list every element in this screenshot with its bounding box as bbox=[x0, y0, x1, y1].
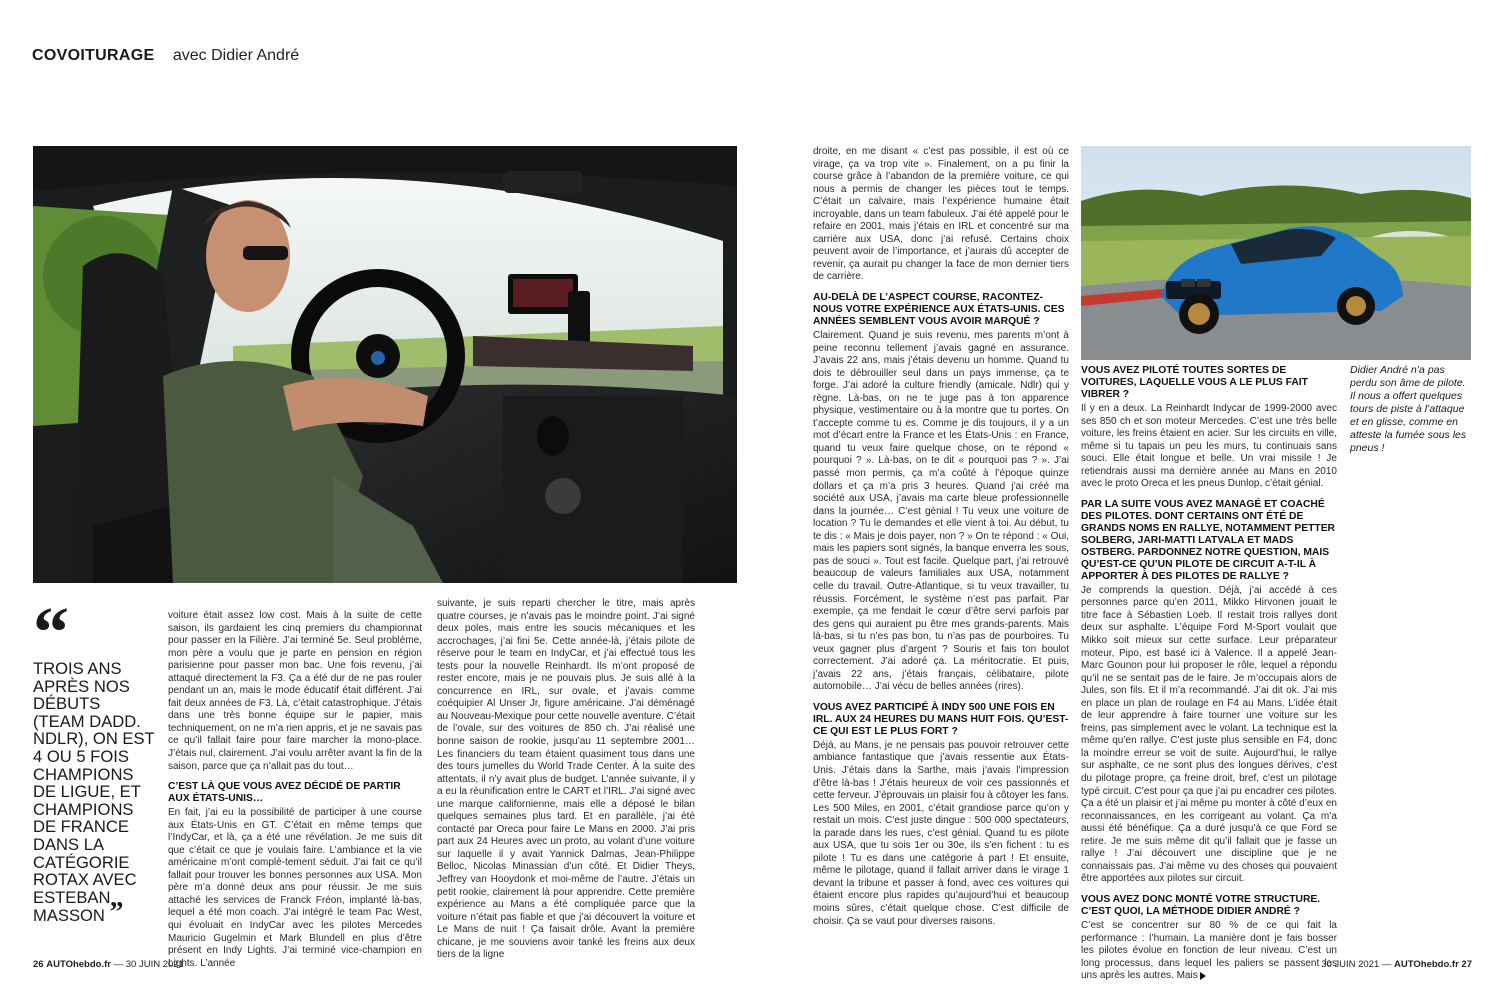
pull-quote bbox=[33, 592, 155, 929]
quote-open-mark: “ bbox=[33, 592, 69, 672]
paragraph: suivante, je suis reparti chercher le titre, mais après quatre courses, je n’avais pas le moindre point. J’ai signé deux poles, mais entre les soucis mécaniques et les accrochages, j’ai fini 5e. Cette année-là, j’étais pilote de réserve pour le team en IndyCar, et j’ai effectué tous les tests pour la nouvelle Reinhardt. Ils m’ont proposé de rester encore, mais je ne pouvais plus. Je suis allé à la concurrence en IRL, sur ovale, et j’avais comme coéquipier Al Unser Jr, figure américaine. J’ai déménagé au Nouveau-Mexique pour cette nouvelle aventure. C’était de l’ovale, sur des voitures de 850 ch. J’ai réalisé une bonne saison de rookie, jusqu’au 11 septembre 2001… Les financiers du team étaient quasiment tous dans une des tours jumelles du World Trade Center. À la suite des attentats, il n’y avait plus de budget. L’année suivante, il y a eu la réunification entre le CART et l’IRL. J’ai signé avec une marque californienne, mais elle a déposé le bilan quelques semaines plus tard. Et en parallèle, j’ai été contacté par Oreca pour faire Le Mans en 2000. J’ai pris part aux 24 Heures avec un proto, au volant d’une voiture sur laquelle il y avait Yannick Dalmas, Jean-Philippe Belloc, Nicolas Minassian d’un côté. Et Didier Theys, Jeffrey van Hooydonk et moi-même de l’autre. J’étais un petit rookie, clairement là pour apprendre. Cette première expérience au Mans a été compliquée parce que la voiture n’était pas fiable et que j’ai découvert la voiture et Le Mans de nuit ! Ça faisait drôle. Avant la première chicane, je me souviens avoir tanké les freins aux deux tiers de la ligne bbox=[437, 598, 695, 961]
paragraph: droite, en me disant « c’est pas possible, il est où ce virage, ça va trop vite ». Finalement, on a pu finir la course grâce à l’abandon de la première voiture, ce qui nous a permis de changer les pièces tout le temps. C’était un calvaire, mais l’expérience humaine était incroyable, dans un team fabuleux. J’ai été appelé pour le refaire en 2001, mais j’étais en IRL et concentré sur ma carrière aux USA, donc j’ai refusé. Certains choix peuvent avoir de l’importance, et j’aurais dû accepter de revenir, ça aurait pu changer la face de mon dernier tiers de carrière. bbox=[813, 146, 1069, 283]
paragraph: Je comprends la question. Déjà, j’ai accédé à ces personnes parce qu’en 2011, Mikko Hirvonen jouait le titre face à Sébastien Loeb. Il restait trois rallyes dont deux sur asphalte. L’équipe Ford M-Sport voulait que Mikko soit mieux sur cette surface. Leur préparateur moteur, Pipo, est basé ici à Valence. Il a appelé Jean-Marc Gounon pour lui proposer le rôle, lequel a répondu qu’il ne se sentait pas de le faire. Je m’occupais alors de Jules, son fils. Et il m’a recommandé. J’ai dit ok. J’ai mis en place un plan de roulage en F4 au Mans. L’idée était de leur apprendre à faire tourner une voiture sur les freins, pas simplement avec le volant. La technique est la même qu’en rallye. C’est juste plus sensible en F4, donc la moindre erreur se voit de suite. Aujourd’hui, le rallye sur asphalte, ce ne sont plus des longues dérives, c’est du pilotage propre, ça freine droit, bref, c’est un pilotage typé circuit. C’est pour ça que j’ai pu encadrer ces pilotes. Ça a été un plaisir et j’ai même pu monter à côté d’eux en reconnaissances, en les corrigeant au volant. Ça m’a aussi été bénéfique. Ça a duré jusqu’à ce que Ford se retire. Je me suis même dit qu’il fallait que je fasse un rallye ! J’ai découvert une discipline que je ne connaissais pas. J’ai même vu des choses qui pouvaient être apportées aux pilotes sur circuit. bbox=[1081, 584, 1337, 885]
paragraph: C’est se concentrer sur 80 % de ce qui fait la performance : l’humain. La manière dont je fais bosser les pilotes évolue en fonction de leur niveau. C’est un long processus, dans lequel les paliers se passent les uns après les autres. Mais bbox=[1081, 919, 1337, 982]
continue-arrow-icon bbox=[1200, 972, 1206, 980]
question-heading: C’EST LÀ QUE VOUS AVEZ DÉCIDÉ DE PARTIR AUX ÉTATS-UNIS… bbox=[168, 781, 401, 805]
paragraph: En fait, j’ai eu la possibilité de participer à une course aux États-Unis en GT. C’était en même temps que l’IndyCar, et là, ça a été une révélation. Je me suis dit que c’était ce que je voulais faire. L’ambiance et la vie américaine m’ont complè-tement séduit. J’ai fait ce qu’il fallait pour trouver les bonnes personnes aux USA. Mon père m’a donné deux ans pour réussir. Je me suis attaché les services de Franck Fréon, implanté là-bas, lequel a été mon coach. J’ai intégré le team Pac West, qui évoluait en IndyCar avec les pilotes Mercedes Mauricio Gugelmin et Mark Blundell en plus d’être présent en Indy Lights. J’ai terminé vice-champion en Lights. L’année bbox=[168, 807, 422, 969]
paragraph: Déjà, au Mans, je ne pensais pas pouvoir retrouver cette ambiance fantastique que j’avais ressentie aux États-Unis. J’étais dans la Sarthe, mais j’avais l’impression d’être là-bas ! J’étais heureux de voir ces passionnés et cette ferveur. J’éprouvais un plaisir fou à côtoyer les fans. Les 500 Miles, en 2001, c’était grandiose parce qu’on y restait un mois. C’est juste dingue : 500 000 spectateurs, la parade dans les rues, c’est génial. Quand tu es pilote aux USA, que tu sois 1er ou 30e, ils s’en fichent : tu es pilote ! Tu es dans une catégorie à part ! Et ensuite, même le pilotage, quand il fallait arriver dans le virage 1 devant la tribune et passer à fond, avec ces voitures qui étaient encore plus rapides qu’aujourd’hui et beaucoup moins sûres, c’était quelque chose. C’est difficile de choisir. Ça se vaut pour diverses raisons. bbox=[813, 739, 1069, 927]
pull-quote-text: TROIS ANS APRÈS NOS DÉBUTS (TEAM DADD. NDLR), ON EST 4 OU 5 FOIS CHAMPIONS DE LIGUE, ET CHAMPIONS DE FRANCE DANS LA CATÉGORIE ROTAX AVEC ESTEBAN MASSON bbox=[33, 659, 155, 926]
paragraph: voiture était assez low cost. Mais à la suite de cette saison, ils gardaient les cinq premiers du championnat pour passer en la Filière. J’ai terminé 5e. Seul problème, mon père a voulu que je parte en pension en région parisienne pour passer mon bac. Une fois revenu, j’ai attaqué directement la F3. Ça a été dur de ne pas rouler pendant un an, mais le mode éducatif était différent. J’ai fait deux années de F3. Là, c’était catastrophique. J’étais dans une très bonne équipe sur le papier, mais techniquement, on ne m’a rien appris, et je ne savais pas ce qu’il fallait faire pour faire marcher la mono-place. J’étais nul, clairement. J’ai voulu arrêter avant la fin de la saison, parce que ça n’allait pas du tout… bbox=[168, 610, 422, 772]
question-heading: PAR LA SUITE VOUS AVEZ MANAGÉ ET COACHÉ DES PILOTES. DONT CERTAINS ONT ÉTÉ DE GRANDS NOMS EN RALLYE, NOTAMMENT PETTER SOLBERG, JARI-MATTI LATVALA ET MADS OSTBERG. PARDONNEZ NOTRE QUESTION, MAIS QU’EST-CE QU’UN PILOTE DE CIRCUIT A-T-IL À APPORTER À DES PILOTES DE RALLYE ? bbox=[1081, 498, 1335, 582]
footer-separator: — bbox=[113, 959, 124, 970]
page-number: 27 bbox=[1461, 959, 1472, 970]
page-header bbox=[32, 47, 299, 65]
article-column-1 bbox=[168, 610, 422, 970]
rubric-title: COVOITURAGE bbox=[32, 47, 155, 64]
photo-caption: Didier André n’a pas perdu son âme de pilote. Il nous a offert quelques tours de piste à l’attaque et en glisse, comme en atteste la fumée sous les pneus ! bbox=[1350, 364, 1467, 454]
driver-cockpit-photo bbox=[33, 146, 737, 583]
footer-right bbox=[1321, 959, 1472, 970]
footer-separator: — bbox=[1381, 959, 1392, 970]
question-heading: VOUS AVEZ PARTICIPÉ À INDY 500 UNE FOIS EN IRL. AUX 24 HEURES DU MANS HUIT FOIS. QU’EST-CE QUI EST LE PLUS FORT ? bbox=[813, 701, 1069, 737]
quote-close-mark: ” bbox=[109, 897, 124, 929]
question-heading: AU-DELÀ DE L’ASPECT COURSE, RACONTEZ-NOUS VOTRE EXPÉRIENCE AUX ÉTATS-UNIS. CES ANNÉES SEMBLENT VOUS AVOIR MARQUÉ ? bbox=[813, 292, 1065, 328]
rubric-author: avec Didier André bbox=[172, 47, 300, 64]
question-heading: VOUS AVEZ DONC MONTÉ VOTRE STRUCTURE. C’EST QUOI, LA MÉTHODE DIDIER ANDRÉ ? bbox=[1081, 893, 1321, 917]
site-name: AUTOhebdo.fr bbox=[46, 959, 111, 970]
page-number: 26 bbox=[33, 959, 44, 970]
footer-left bbox=[33, 959, 184, 970]
paragraph: Il y en a deux. La Reinhardt Indycar de 1999-2000 avec ses 850 ch et son moteur Mercedes. C’est une très belle voiture, les freins étaient en acier. Sur les circuits en ville, même si tu tapais un peu les murs, tu continuais sans souci. Elle était longue et belle. Un vrai missile ! Je retiendrais aussi ma dernière année au Mans en 2010 avec le proto Oreca et les pneus Dunlop, c’était génial. bbox=[1081, 403, 1337, 490]
issue-date: 30 JUIN 2021 bbox=[125, 959, 184, 970]
article-column-4 bbox=[1081, 365, 1337, 983]
question-heading: VOUS AVEZ PILOTÉ TOUTES SORTES DE VOITURES, LAQUELLE VOUS A LE PLUS FAIT VIBRER ? bbox=[1081, 365, 1308, 400]
article-column-3 bbox=[813, 146, 1069, 928]
car-drift-photo bbox=[1081, 146, 1471, 360]
paragraph: Clairement. Quand je suis revenu, mes parents m’ont à peine reconnu tellement j’avais gagné en assurance. J’avais 22 ans, mais j’étais devenu un homme. Quand tu dois te débrouiller seul dans un pays immense, ça te forge. J’ai adoré la culture friendly (amicale. Ndlr) qui y règne. Là-bas, on ne te juge pas à ton apparence physique, vestimentaire ou à la montre que tu portes. On t’accepte comme tu es. Comme je dis toujours, il y a un mot d’écart entre la France et les États-Unis : en France, quand tu veux faire quelque chose, on te répond « pourquoi ? ». Là-bas, on te dit « pourquoi pas ? ». J’ai passé mon permis, ça m’a coûté à l’époque quinze dollars et ça m’a pris 3 heures. Quand j’ai créé ma société aux USA, j’avais ma carte bleue professionnelle dans la journée… C’est génial ! Tu veux une voiture de location ? Tu le demandes et elle vient à toi. Au début, tu te dis : « Mais je dois payer, non ? » On te répond : « Oui, mais les papiers sont signés, la banque enverra les sous, pas de souci ». Tout est facile. Quelque part, j’ai retrouvé beaucoup de valeurs familiales aux USA, notamment celle du travail. Outre-Atlantique, si tu veux travailler, tu réussis. Forcément, le système n’est pas parfait. Par exemple, ça me fendait le cœur d’être servi parfois par des gens qui auraient pu être mes grands-parents. Mais là-bas, si tu n’es pas bon, tu n’as pas de pourboires. Tu veux gagner plus d’argent ? Souris et fais ton boulot correctement. J’ai adoré ça. La méritocratie. Et puis, j’avais 22 ans, j’étais français, célibataire, pilote automobile… J’ai vécu de belles années (rires). bbox=[813, 330, 1069, 693]
article-column-2 bbox=[437, 598, 695, 962]
issue-date: 30 JUIN 2021 bbox=[1321, 959, 1380, 970]
site-name: AUTOhebdo.fr bbox=[1394, 959, 1459, 970]
